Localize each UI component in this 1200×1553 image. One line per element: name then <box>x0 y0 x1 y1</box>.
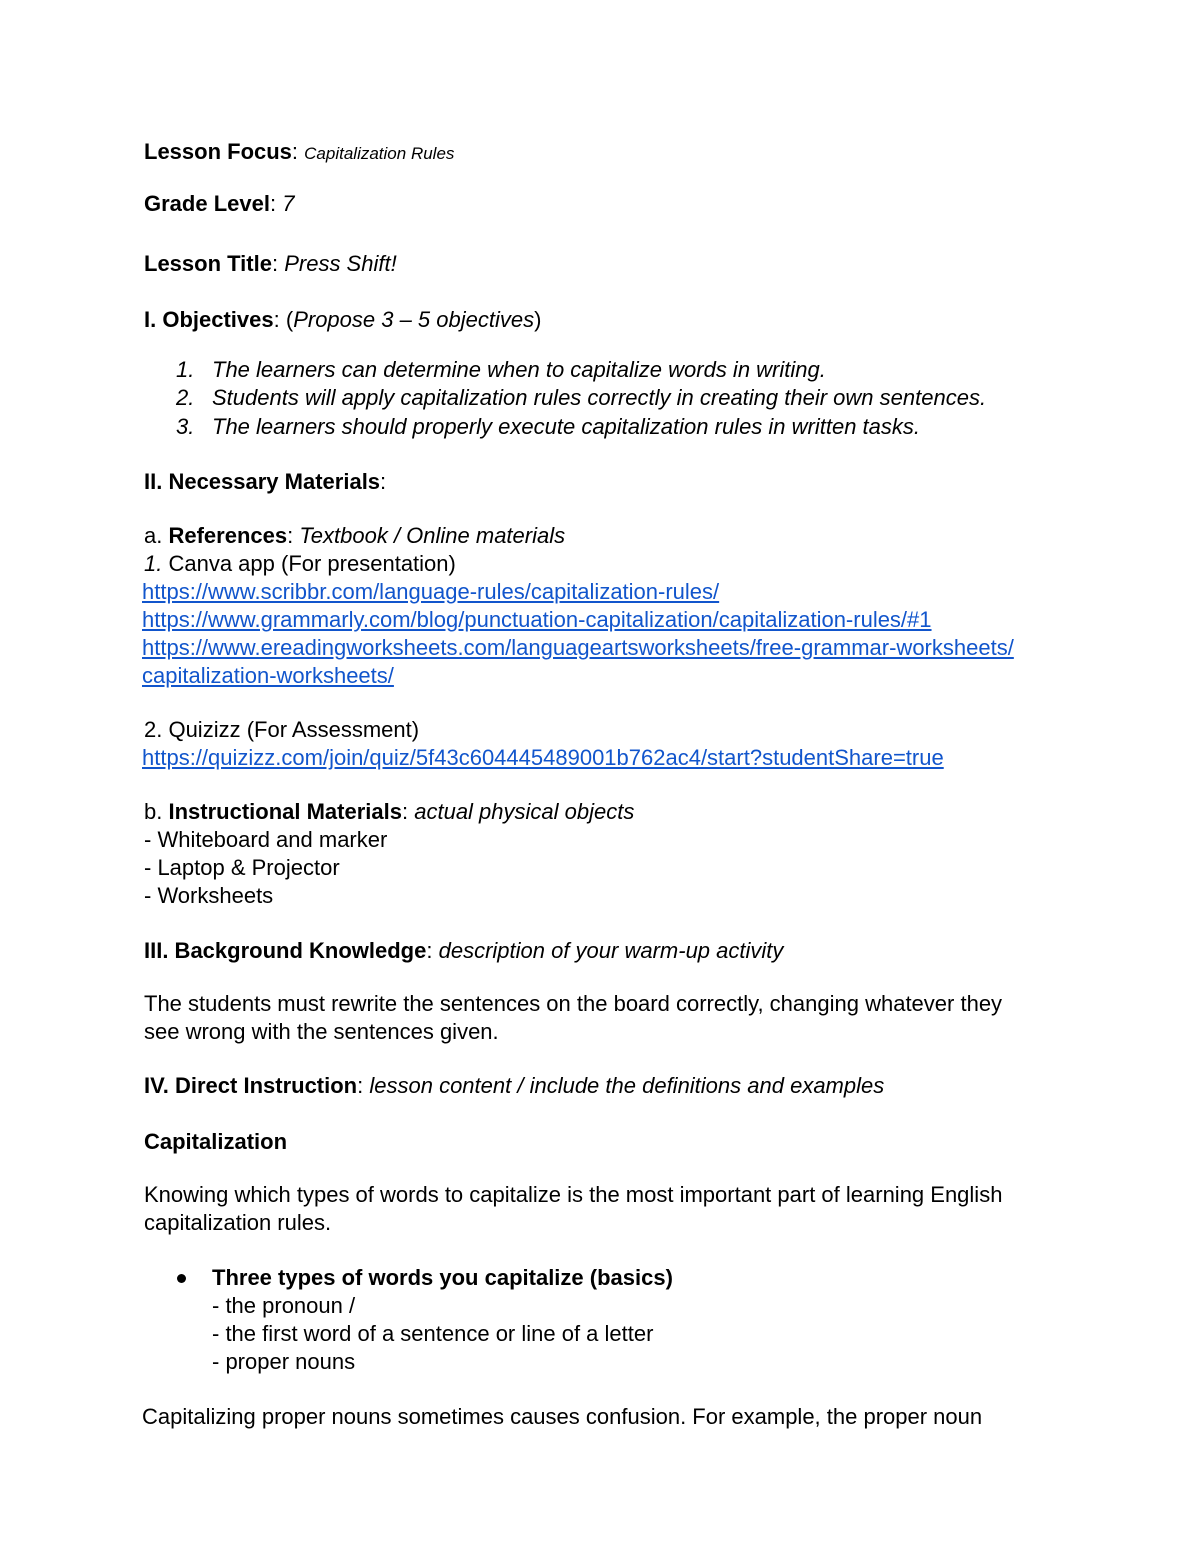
reference-item-text: Canva app (For presentation) <box>162 551 456 576</box>
reference-item-quizizz: 2. Quizizz (For Assessment) <box>144 717 420 742</box>
background-text-line: see wrong with the sentences given. <box>144 1019 499 1044</box>
direct-instruction-value: lesson content / include the definitions and examples <box>369 1073 885 1098</box>
objectives-heading: I. Objectives: (Propose 3 – 5 objectives) <box>144 307 542 332</box>
lesson-title-value: Press Shift! <box>284 251 397 276</box>
link-ereadingworksheets[interactable]: https://www.ereadingworksheets.com/languageartsworksheets/free-grammar-worksheets/ <box>142 635 1014 660</box>
instructional-line: b. Instructional Materials: actual physical objects <box>144 799 635 824</box>
objectives-label: I. Objectives <box>144 307 274 332</box>
link-grammarly[interactable]: https://www.grammarly.com/blog/punctuation-capitalization/capitalization-rules/#1 <box>142 607 932 632</box>
lesson-focus-value: Capitalization Rules <box>304 144 455 163</box>
link-ereadingworksheets-cont[interactable]: capitalization-worksheets/ <box>142 663 394 688</box>
capitalization-para-line: Knowing which types of words to capitalize is the most important part of learning English <box>144 1182 1003 1207</box>
instructional-value: actual physical objects <box>414 799 635 824</box>
bullet-title: Three types of words you capitalize (basics) <box>212 1265 673 1290</box>
objective-number: 2. <box>176 385 195 410</box>
reference-item-canva <box>144 550 456 578</box>
bullet-subitem: - proper nouns <box>212 1349 356 1374</box>
instructional-item: - Laptop & Projector <box>144 855 340 880</box>
references-label: References <box>168 523 288 548</box>
references-prefix: a. <box>144 523 163 548</box>
lesson-title-label: Lesson Title <box>144 251 272 276</box>
lesson-title-line: Lesson Title: Press Shift! <box>144 251 397 276</box>
bullet-dot-icon <box>177 1274 186 1283</box>
link-quizizz[interactable]: https://quizizz.com/join/quiz/5f43c604445489001b762ac4/start?studentShare=true <box>142 745 944 770</box>
lesson-focus-line: Lesson Focus: Capitalization Rules <box>144 139 455 164</box>
instructional-prefix: b. <box>144 799 163 824</box>
direct-instruction-label: IV. Direct Instruction <box>144 1073 358 1098</box>
objectives-note: Propose 3 – 5 objectives <box>293 307 535 332</box>
background-value: description of your warm-up activity <box>438 938 784 963</box>
instructional-label: Instructional Materials <box>168 799 402 824</box>
references-line: a. References: Textbook / Online materials <box>144 523 566 548</box>
objective-item: The learners should properly execute capitalization rules in written tasks. <box>212 414 921 439</box>
lesson-focus-label: Lesson Focus <box>144 139 292 164</box>
instructional-item: - Whiteboard and marker <box>144 827 388 852</box>
bullet-subitem: - the first word of a sentence or line of a letter <box>212 1321 654 1346</box>
link-scribbr[interactable]: https://www.scribbr.com/language-rules/capitalization-rules/ <box>142 579 720 604</box>
materials-label: II. Necessary Materials <box>144 469 381 494</box>
capitalization-heading: Capitalization <box>144 1129 288 1154</box>
grade-level-value: 7 <box>282 191 295 216</box>
objective-item: Students will apply capitalization rules correctly in creating their own sentences. <box>212 385 987 410</box>
closing-paragraph-line: Capitalizing proper nouns sometimes causes confusion. For example, the proper noun <box>142 1404 983 1429</box>
instructional-item: - Worksheets <box>144 883 274 908</box>
background-label: III. Background Knowledge <box>144 938 427 963</box>
bullet-subitem: - the pronoun / <box>212 1293 356 1318</box>
background-heading: III. Background Knowledge: description of your warm-up activity <box>144 938 784 963</box>
grade-level-label: Grade Level <box>144 191 270 216</box>
capitalization-para-line: capitalization rules. <box>144 1210 332 1235</box>
background-text-line: The students must rewrite the sentences on the board correctly, changing whatever they <box>144 991 1003 1016</box>
objective-number: 3. <box>176 414 195 439</box>
materials-heading: II. Necessary Materials: <box>144 469 387 494</box>
direct-instruction-heading: IV. Direct Instruction: lesson content / include the definitions and examples <box>144 1073 885 1098</box>
objective-item: The learners can determine when to capitalize words in writing. <box>212 357 826 382</box>
reference-item-number: 1. <box>144 551 163 576</box>
grade-level-line: Grade Level: 7 <box>144 191 295 216</box>
references-value: Textbook / Online materials <box>299 523 566 548</box>
objective-number: 1. <box>176 357 195 382</box>
